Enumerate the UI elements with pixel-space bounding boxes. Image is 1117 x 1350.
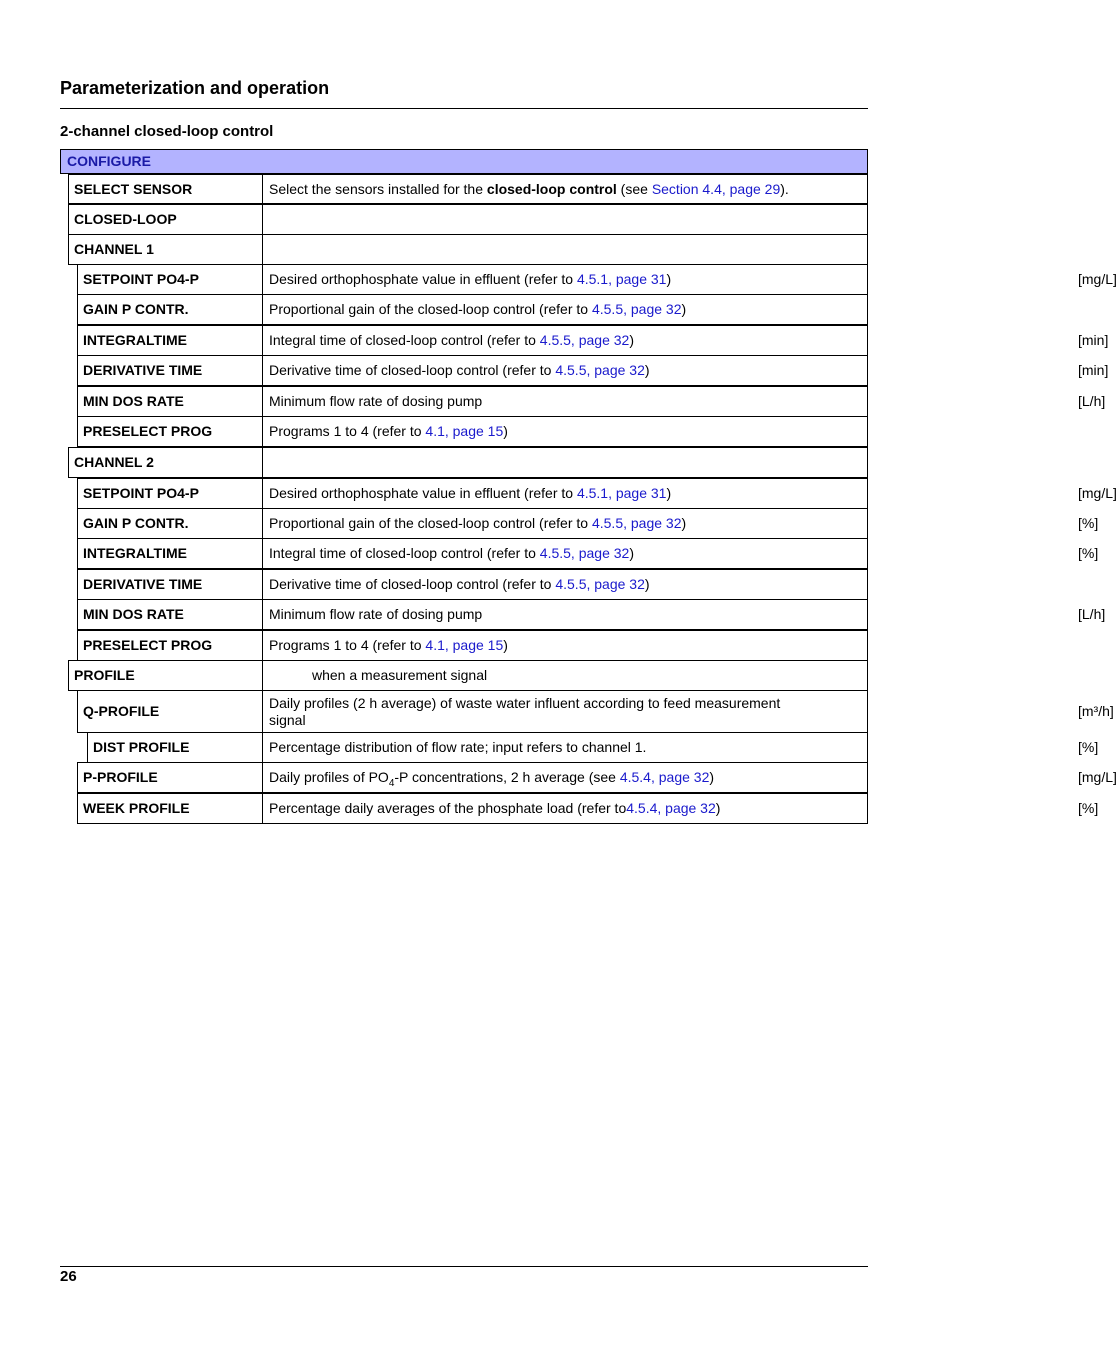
description-segment: ) xyxy=(503,423,508,439)
description-segment: Percentage distribution of flow rate; input refers to channel 1. xyxy=(269,739,647,755)
description-segment: Minimum flow rate of dosing pump xyxy=(269,606,483,622)
description-segment: Derivative time of closed-loop control (refer to xyxy=(269,362,556,378)
unit-label: [mg/L] xyxy=(1078,271,1117,287)
unit-label: [%] xyxy=(1078,739,1099,755)
description-segment: ) xyxy=(715,800,721,816)
description-segment: ) xyxy=(644,362,650,378)
description-text xyxy=(269,606,482,623)
description-segment: closed-loop control xyxy=(486,180,617,197)
table-row xyxy=(0,355,1109,386)
parameter-description xyxy=(262,325,1109,356)
parameter-name: DERIVATIVE TIME xyxy=(77,355,263,386)
description-segment: ) xyxy=(681,301,687,317)
table-row xyxy=(0,690,1114,733)
footer-divider xyxy=(60,1266,868,1267)
description-segment: ) xyxy=(709,769,715,785)
parameter-description xyxy=(262,630,868,661)
parameter-name: INTEGRALTIME xyxy=(77,538,263,569)
table-row xyxy=(0,660,954,691)
parameter-name: P-PROFILE xyxy=(77,762,263,793)
unit-label: [L/h] xyxy=(1078,393,1106,409)
unit-label: [m³/h] xyxy=(1078,703,1114,719)
parameter-name: CHANNEL 2 xyxy=(68,447,263,478)
description-segment: ) xyxy=(629,545,634,561)
description-segment: Daily profiles (2 h average) of waste water influent according to feed measurement signal xyxy=(269,694,781,728)
table-row xyxy=(0,264,1117,295)
parameter-name: PRESELECT PROG xyxy=(77,416,263,447)
configure-header: CONFIGURE xyxy=(60,149,868,174)
parameter-description xyxy=(262,762,1117,793)
parameter-name: PROFILE xyxy=(68,660,263,691)
parameter-description xyxy=(262,294,868,325)
description-segment: Programs 1 to 4 (refer to xyxy=(269,423,426,439)
parameter-name: GAIN P CONTR. xyxy=(77,294,263,325)
description-segment: Desired orthophosphate value in effluent (refer to xyxy=(269,271,577,287)
table-row xyxy=(0,204,954,235)
table-header-row xyxy=(0,149,954,174)
description-segment: ) xyxy=(681,515,687,531)
description-text xyxy=(269,332,634,349)
description-segment: Desired orthophosphate value in effluent (refer to xyxy=(269,485,577,501)
table-row xyxy=(0,386,1106,417)
table-row xyxy=(0,174,954,204)
description-text xyxy=(269,769,715,789)
cross-reference-link[interactable]: 4.5.5, page 32 xyxy=(591,301,682,317)
parameter-name: DIST PROFILE xyxy=(87,732,263,763)
table-row xyxy=(0,793,1099,824)
parameter-description xyxy=(262,660,868,691)
description-segment: Percentage daily averages of the phosphate load (refer to xyxy=(269,800,627,816)
description-text xyxy=(269,181,789,198)
parameter-name: SELECT SENSOR xyxy=(68,174,263,204)
description-segment: ). xyxy=(780,180,789,197)
parameter-name: DERIVATIVE TIME xyxy=(77,569,263,600)
table-row xyxy=(0,508,1099,539)
description-segment: Integral time of closed-loop control (refer to xyxy=(269,545,540,561)
page-number: 26 xyxy=(60,1268,77,1285)
cross-reference-link[interactable]: 4.5.1, page 31 xyxy=(576,271,667,287)
parameter-name: MIN DOS RATE xyxy=(77,599,263,630)
parameter-description xyxy=(262,478,1117,509)
parameter-description xyxy=(262,599,1106,630)
table-row xyxy=(0,630,954,661)
parameter-name: MIN DOS RATE xyxy=(77,386,263,417)
description-segment: (see xyxy=(616,180,652,197)
description-text xyxy=(269,545,634,562)
unit-label: [mg/L] xyxy=(1078,485,1117,501)
unit-label: [min] xyxy=(1078,362,1109,378)
section-title: 2-channel closed-loop control xyxy=(60,123,274,140)
unit-label: [L/h] xyxy=(1078,606,1106,622)
cross-reference-link[interactable]: 4.5.5, page 32 xyxy=(539,545,630,561)
table-row xyxy=(0,294,954,325)
parameter-description xyxy=(262,569,868,600)
cross-reference-link[interactable]: 4.5.5, page 32 xyxy=(555,362,645,378)
description-segment: Proportional gain of the closed-loop control (refer to xyxy=(269,515,592,531)
cross-reference-link[interactable]: 4.1, page 15 xyxy=(425,423,504,439)
parameter-description xyxy=(262,508,1099,539)
parameter-name: Q-PROFILE xyxy=(77,690,263,733)
parameter-description xyxy=(262,538,1099,569)
table-row xyxy=(0,762,1117,793)
page-header-title: Parameterization and operation xyxy=(60,78,330,98)
description-text xyxy=(269,739,646,756)
description-text xyxy=(269,800,720,817)
table-row xyxy=(0,234,954,265)
table-row xyxy=(0,325,1109,356)
parameter-name: SETPOINT PO4-P xyxy=(77,264,263,295)
parameter-name: WEEK PROFILE xyxy=(77,793,263,824)
description-segment: Daily profiles of PO xyxy=(269,769,389,785)
cross-reference-link[interactable]: 4.5.4, page 32 xyxy=(626,800,716,816)
parameter-name: INTEGRALTIME xyxy=(77,325,263,356)
description-segment: ) xyxy=(666,271,672,287)
description-segment: ) xyxy=(503,637,508,653)
table-row xyxy=(0,478,1117,509)
cross-reference-link[interactable]: 4.5.4, page 32 xyxy=(619,769,710,785)
description-text xyxy=(269,695,792,729)
description-text xyxy=(269,301,686,318)
description-segment: Proportional gain of the closed-loop control (refer to xyxy=(269,301,592,317)
description-text xyxy=(269,576,650,593)
cross-reference-link[interactable]: 4.5.5, page 32 xyxy=(555,576,645,592)
parameter-name: CHANNEL 1 xyxy=(68,234,263,265)
table-row xyxy=(0,447,954,478)
parameter-description xyxy=(262,234,868,265)
unit-label: [%] xyxy=(1078,515,1099,531)
parameter-description xyxy=(262,204,868,235)
parameter-description xyxy=(262,732,1099,763)
description-segment: Select the sensors installed for the xyxy=(269,180,487,197)
description-text xyxy=(269,271,671,288)
description-segment: ) xyxy=(629,332,634,348)
description-segment: -P concentrations, 2 h average (see xyxy=(394,769,620,785)
table-row xyxy=(0,732,1099,763)
table-row xyxy=(0,416,954,447)
parameter-name: GAIN P CONTR. xyxy=(77,508,263,539)
description-text xyxy=(269,393,482,410)
description-segment: ) xyxy=(666,485,672,501)
description-segment: 4 xyxy=(388,777,395,789)
parameter-name: CLOSED-LOOP xyxy=(68,204,263,235)
parameter-description xyxy=(262,355,1109,386)
description-text xyxy=(269,423,508,440)
table-row xyxy=(0,538,1099,569)
unit-label: [%] xyxy=(1078,545,1099,561)
parameter-name: PRESELECT PROG xyxy=(77,630,263,661)
unit-label: [%] xyxy=(1078,800,1099,816)
parameter-name: SETPOINT PO4-P xyxy=(77,478,263,509)
description-text xyxy=(269,637,508,654)
cross-reference-link[interactable]: 4.5.1, page 31 xyxy=(576,485,667,501)
table-row xyxy=(0,599,1106,630)
description-text xyxy=(269,667,487,684)
parameter-description xyxy=(262,447,868,478)
unit-label: [mg/L] xyxy=(1078,769,1117,785)
description-segment: Minimum flow rate of dosing pump xyxy=(269,393,483,409)
parameter-description xyxy=(262,386,1106,417)
cross-reference-link[interactable]: 4.5.5, page 32 xyxy=(539,332,630,348)
table-row xyxy=(0,569,954,600)
parameter-description xyxy=(262,416,868,447)
parameter-description xyxy=(262,690,1114,733)
description-text xyxy=(269,362,650,379)
description-segment: ) xyxy=(644,576,650,592)
parameter-description xyxy=(262,174,868,204)
cross-reference-link[interactable]: 4.1, page 15 xyxy=(425,637,504,653)
cross-reference-link[interactable]: Section 4.4, page 29 xyxy=(651,180,781,197)
parameter-description xyxy=(262,264,1117,295)
description-text xyxy=(269,515,686,532)
description-text xyxy=(269,485,671,502)
cross-reference-link[interactable]: 4.5.5, page 32 xyxy=(591,515,682,531)
description-segment: Integral time of closed-loop control (refer to xyxy=(269,332,540,348)
description-segment: Programs 1 to 4 (refer to xyxy=(269,637,426,653)
unit-label: [min] xyxy=(1078,332,1109,348)
description-segment: when a measurement signal xyxy=(312,667,488,683)
description-segment: Derivative time of closed-loop control (refer to xyxy=(269,576,556,592)
parameter-description xyxy=(262,793,1099,824)
